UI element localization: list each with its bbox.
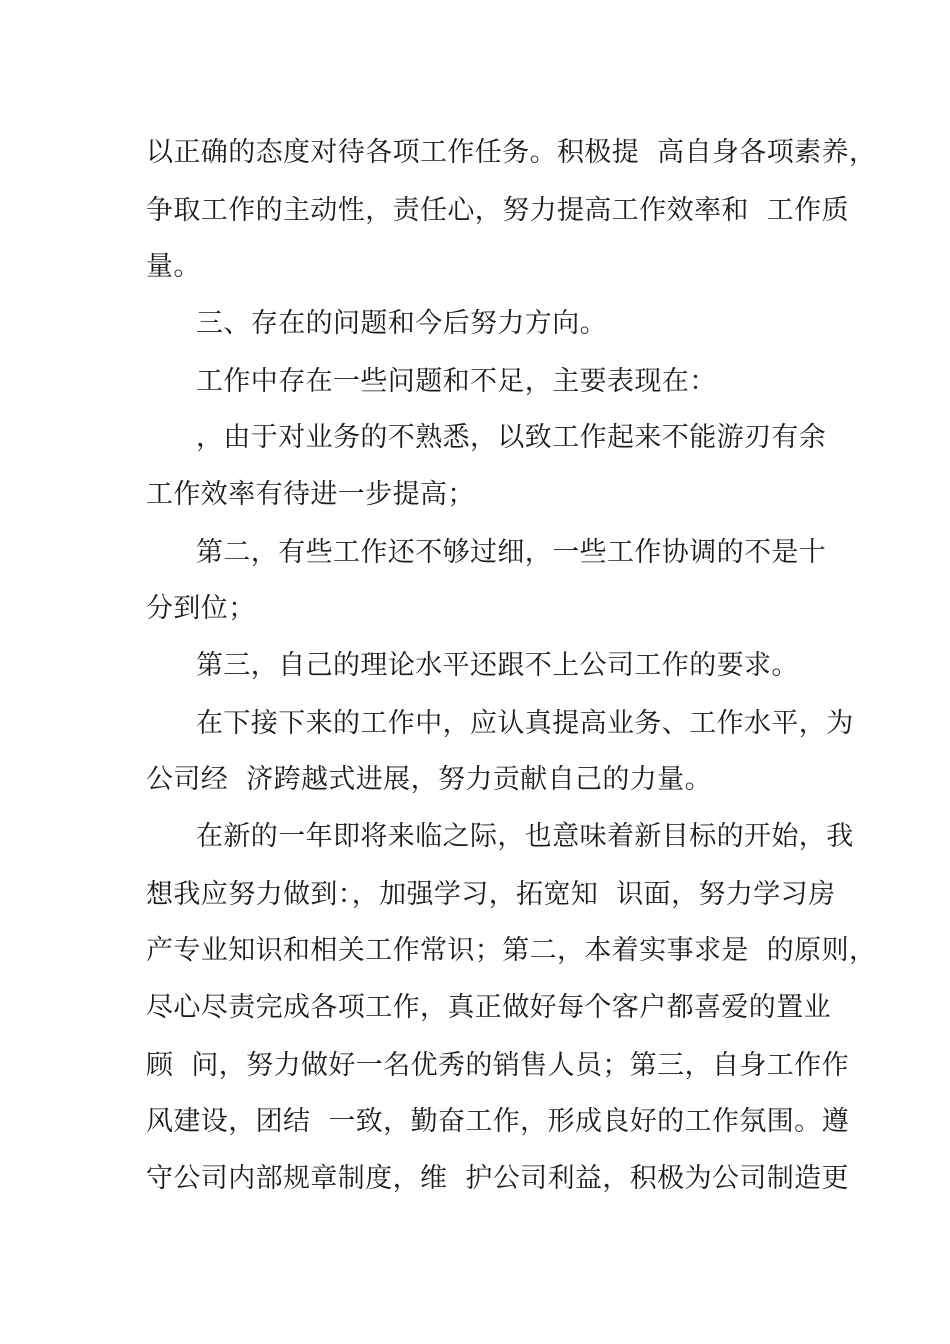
text-line: 公司经 济跨越式进展，努力贡献自己的力量。 [146, 764, 712, 795]
text-line: 以正确的态度对待各项工作任务。积极提 高自身各项素养， [146, 137, 877, 168]
text-line: 想我应努力做到：，加强学习，拓宽知 识面，努力学习房 [146, 879, 836, 910]
text-line: 第二，有些工作还不够过细，一些工作协调的不是十 [196, 537, 827, 568]
text-line: 分到位； [146, 593, 256, 624]
text-line: 争取工作的主动性，责任心，努力提高工作效率和 工作质 [146, 195, 849, 226]
text-line: 工作效率有待进一步提高； [146, 479, 475, 510]
text-line: 第三，自己的理论水平还跟不上公司工作的要求。 [196, 650, 799, 681]
text-line: 在新的一年即将来临之际，也意味着新目标的开始，我 [196, 821, 854, 852]
text-line: 量。 [146, 251, 201, 282]
text-line: 三、存在的问题和今后努力方向。 [196, 308, 607, 339]
text-line: 顾 问，努力做好一名优秀的销售人员；第三，自身工作作 [146, 1050, 849, 1081]
text-line: 风建设，团结 一致，勤奋工作，形成良好的工作氛围。遵 [146, 1106, 849, 1137]
text-line: 产专业知识和相关工作常识；第二，本着实事求是 的原则， [146, 935, 877, 966]
text-line: 工作中存在一些问题和不足，主要表现在： [196, 366, 717, 397]
text-line: ，由于对业务的不熟悉，以致工作起来不能游刃有余 [196, 422, 827, 453]
text-line: 尽心尽责完成各项工作，真正做好每个客户都喜爱的置业 [146, 992, 831, 1023]
text-line: 守公司内部规章制度，维 护公司利益，积极为公司制造更 [146, 1163, 849, 1194]
text-line: 在下接下来的工作中，应认真提高业务、工作水平，为 [196, 708, 854, 739]
